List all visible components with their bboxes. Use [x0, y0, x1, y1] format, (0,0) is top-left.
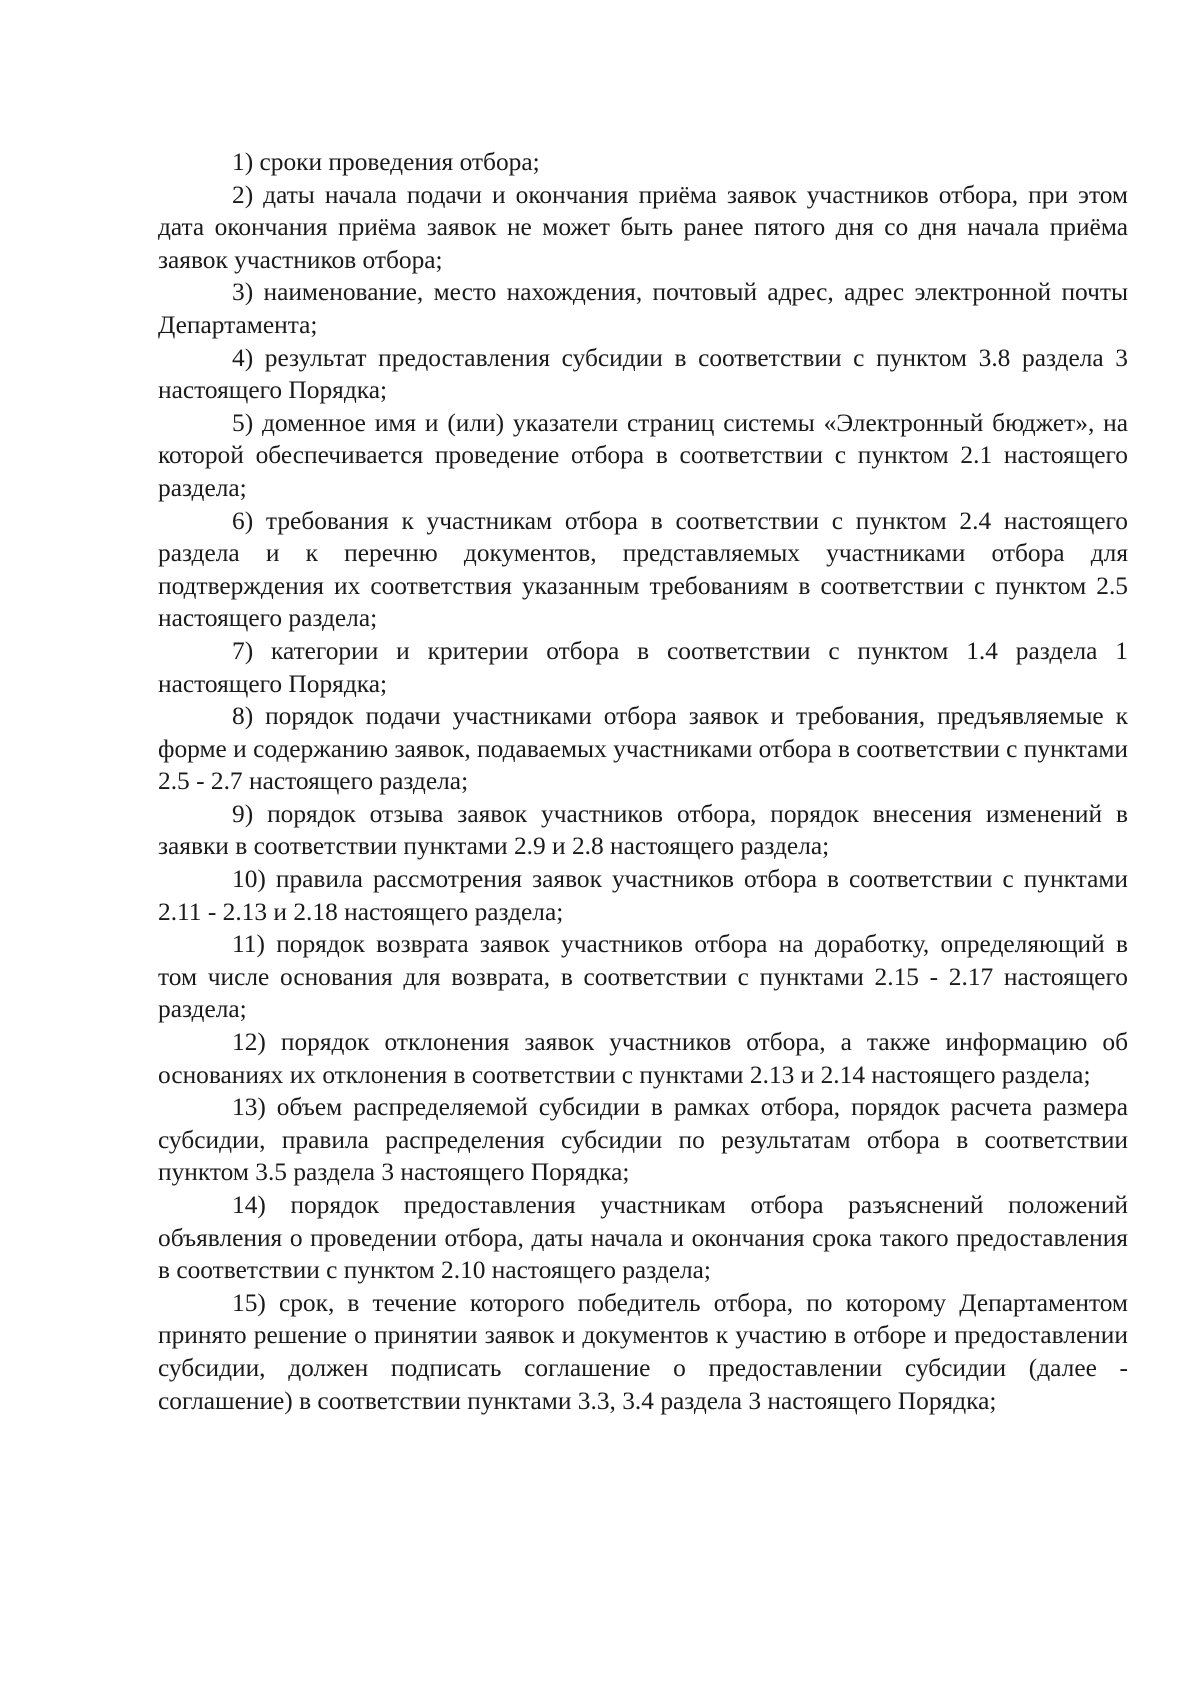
list-item-13: 13) объем распределяемой субсидии в рамках отбора, порядок расчета размера субсидии, правила распределения субсидии по результатам отбора в соответствии пунктом 3.5 раздела 3 настоящего Порядка; [158, 1093, 1128, 1187]
list-item-12: 12) порядок отклонения заявок участников отбора, а также информацию об основаниях их отклонения в соответствии с пунктами 2.13 и 2.14 настоящего раздела; [158, 1028, 1128, 1089]
list-item-11: 11) порядок возврата заявок участников отбора на доработку, определяющий в том числе основания для возврата, в соответствии с пунктами 2.15 - 2.17 настоящего раздела; [158, 930, 1128, 1024]
document-body [158, 146, 1128, 1417]
list-item-8: 8) порядок подачи участниками отбора заявок и требования, предъявляемые к форме и содержанию заявок, подаваемых участниками отбора в соответствии с пунктами 2.5 - 2.7 настоящего раздела; [158, 702, 1128, 796]
list-item-1: 1) сроки проведения отбора; [232, 148, 540, 176]
list-item-10: 10) правила рассмотрения заявок участников отбора в соответствии с пунктами 2.11 - 2.13 и 2.18 настоящего раздела; [158, 865, 1128, 926]
list-item-3: 3) наименование, место нахождения, почтовый адрес, адрес электронной почты Департамента; [158, 278, 1128, 339]
list-item-4: 4) результат предоставления субсидии в соответствии с пунктом 3.8 раздела 3 настоящего Порядка; [158, 343, 1128, 405]
list-item-5: 5) доменное имя и (или) указатели страниц системы «Электронный бюджет», на которой обеспечивается проведение отбора в соответствии с пунктом 2.1 настоящего раздела; [158, 408, 1128, 502]
list-item-14: 14) порядок предоставления участникам отбора разъяснений положений объявления о проведении отбора, даты начала и окончания срока такого предоставления в соответствии с пунктом 2.10 настоящего раздела; [158, 1191, 1128, 1285]
list-item-7: 7) категории и критерии отбора в соответствии с пунктом 1.4 раздела 1 настоящего Порядка; [158, 636, 1128, 698]
list-item-2: 2) даты начала подачи и окончания приёма заявок участников отбора, при этом дата окончания приёма заявок не может быть ранее пятого дня со дня начала приёма заявок участников отбора; [158, 180, 1128, 274]
list-item-6: 6) требования к участникам отбора в соответствии с пунктом 2.4 настоящего раздела и к перечню документов, представляемых участниками отбора для подтверждения их соответствия указанным требованиям в соответствии с пунктом 2.5 настоящего раздела; [158, 506, 1128, 633]
list-item-15: 15) срок, в течение которого победитель отбора, по которому Департаментом принято решение о принятии заявок и документов к участию в отборе и предоставлении субсидии, должен подписать соглашение о предоставлении субсидии (далее - соглашение) в соответствии пунктами 3.3, 3.4 раздела 3 настоящего Порядка; [158, 1288, 1128, 1415]
list-item-9: 9) порядок отзыва заявок участников отбора, порядок внесения изменений в заявки в соответствии пунктами 2.9 и 2.8 настоящего раздела; [158, 799, 1128, 861]
